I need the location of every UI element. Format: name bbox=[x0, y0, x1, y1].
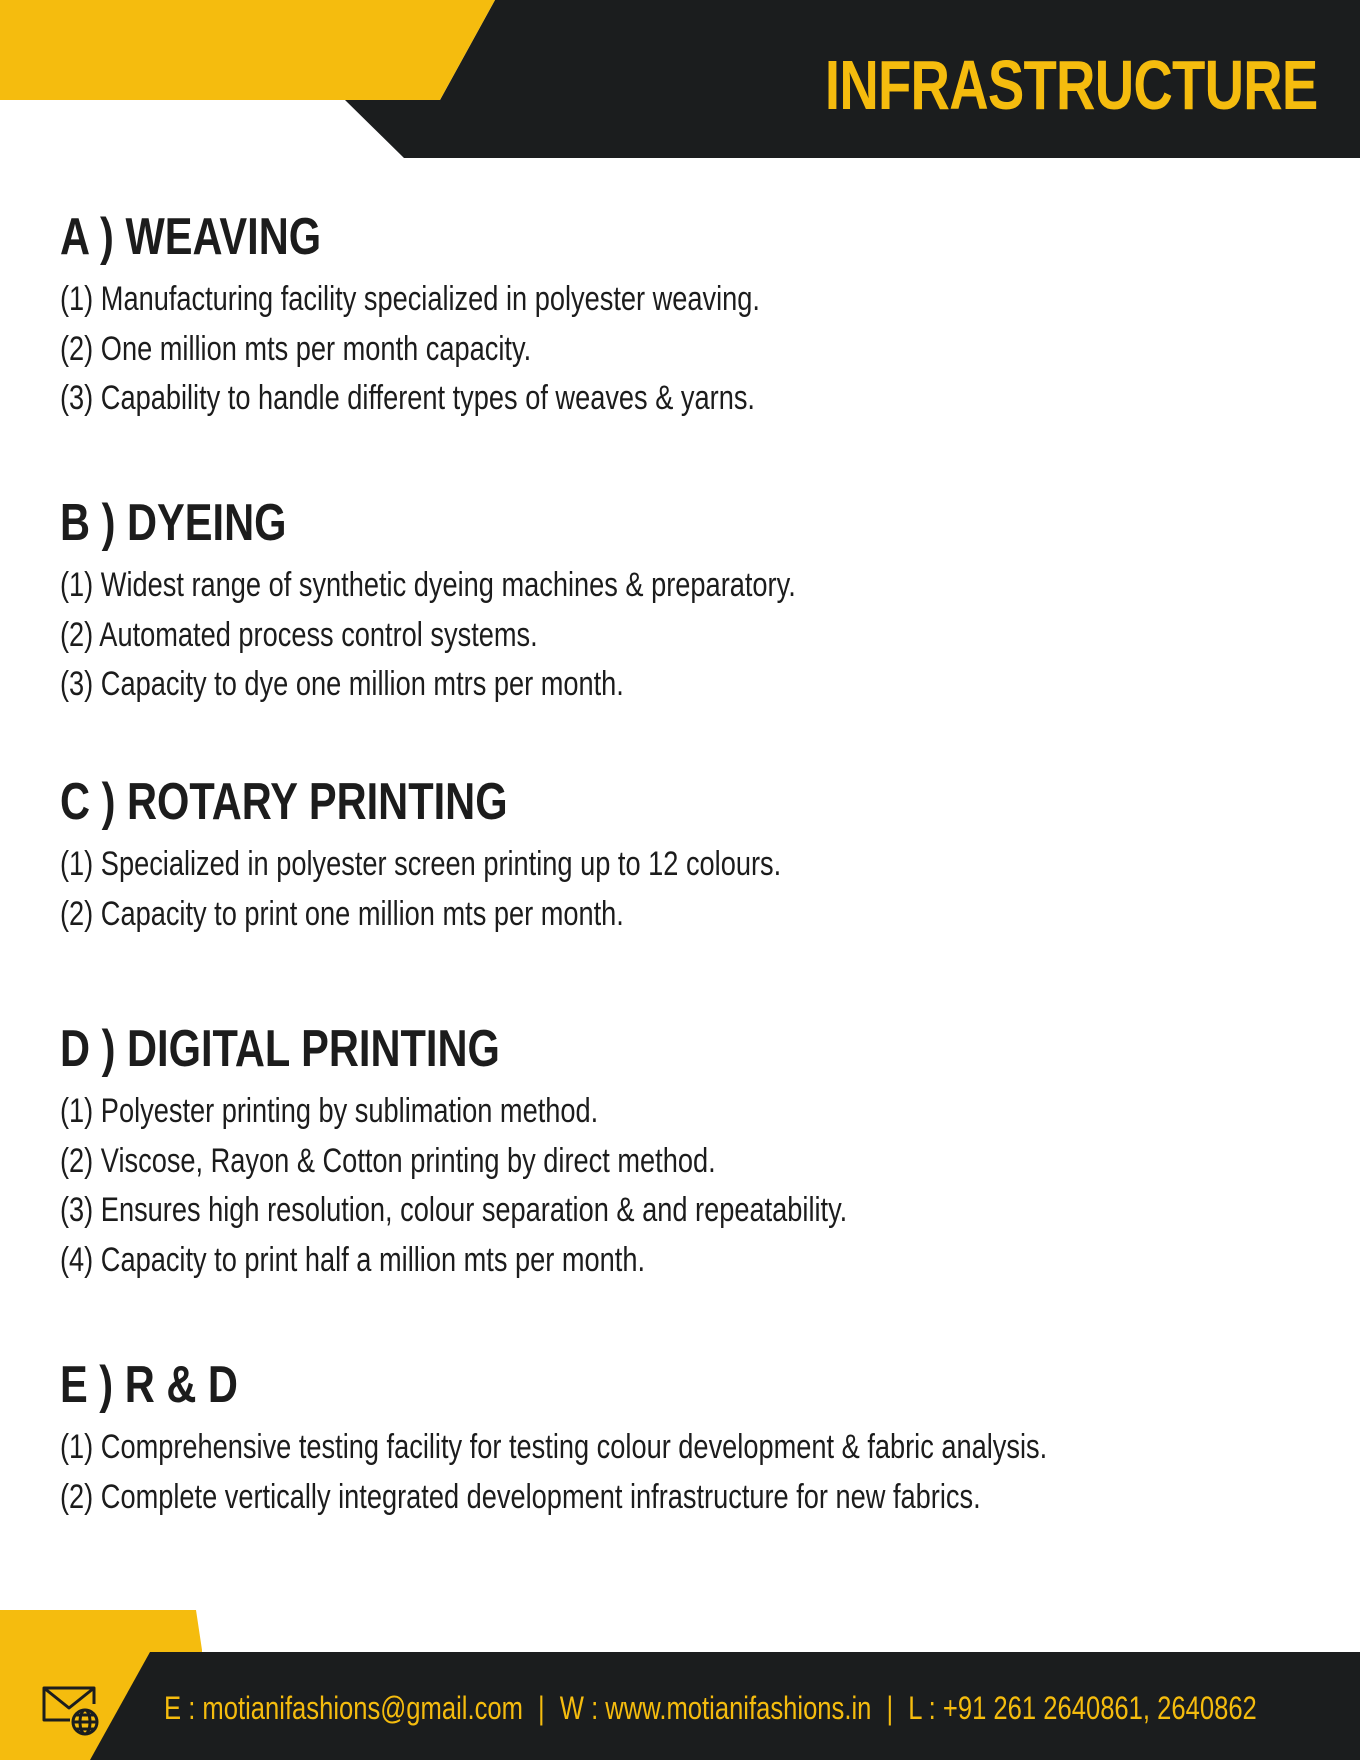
list-item: (1) Widest range of synthetic dyeing machines & preparatory. bbox=[60, 566, 796, 604]
list-item: (1) Polyester printing by sublimation method. bbox=[60, 1092, 599, 1130]
list-item: (4) Capacity to print half a million mts per month. bbox=[60, 1240, 646, 1279]
list-item: (1) Specialized in polyester screen printing up to 12 colours. bbox=[60, 845, 782, 883]
section-heading: D ) DIGITAL PRINTING bbox=[60, 1020, 500, 1078]
section-heading: E ) R & D bbox=[60, 1356, 238, 1414]
section-digital-printing bbox=[60, 1017, 1320, 1285]
footer-website[interactable]: W : www.motianifashions.in bbox=[559, 1690, 872, 1726]
mail-globe-icon bbox=[40, 1682, 102, 1738]
header-yellow-wedge bbox=[0, 0, 495, 100]
section-rotary-printing bbox=[60, 770, 1320, 939]
section-weaving bbox=[60, 205, 1320, 424]
list-item: (1) Manufacturing facility specialized in polyester weaving. bbox=[60, 280, 760, 318]
footer-phone: L : +91 261 2640861, 2640862 bbox=[908, 1690, 1257, 1726]
list-item: (2) Capacity to print one million mts per month. bbox=[60, 894, 624, 933]
list-item: (3) Capability to handle different types of weaves & yarns. bbox=[60, 379, 755, 417]
section-list bbox=[60, 1087, 1320, 1285]
page-title: INFRASTRUCTURE bbox=[825, 46, 1318, 124]
footer-separator: | bbox=[886, 1690, 894, 1726]
list-item: (2) Viscose, Rayon & Cotton printing by direct method. bbox=[60, 1141, 716, 1180]
section-list bbox=[60, 840, 1320, 939]
list-item: (2) Complete vertically integrated development infrastructure for new fabrics. bbox=[60, 1477, 981, 1516]
list-item: (2) One million mts per month capacity. bbox=[60, 329, 532, 368]
list-item: (2) Automated process control systems. bbox=[60, 615, 538, 654]
list-item: (3) Ensures high resolution, colour separation & and repeatability. bbox=[60, 1191, 848, 1229]
section-list bbox=[60, 1423, 1320, 1522]
section-heading: B ) DYEING bbox=[60, 494, 287, 552]
section-heading: A ) WEAVING bbox=[60, 208, 322, 266]
footer-contact bbox=[164, 1686, 1257, 1730]
section-list bbox=[60, 561, 1320, 710]
list-item: (3) Capacity to dye one million mtrs per month. bbox=[60, 665, 624, 703]
section-list bbox=[60, 275, 1320, 424]
footer-separator: | bbox=[538, 1690, 545, 1726]
list-item: (1) Comprehensive testing facility for testing colour development & fabric analysis. bbox=[60, 1428, 1048, 1466]
section-heading: C ) ROTARY PRINTING bbox=[60, 773, 508, 831]
section-r-and-d bbox=[60, 1353, 1320, 1522]
section-dyeing bbox=[60, 491, 1320, 710]
footer-email[interactable]: E : motianifashions@gmail.com bbox=[164, 1690, 523, 1726]
